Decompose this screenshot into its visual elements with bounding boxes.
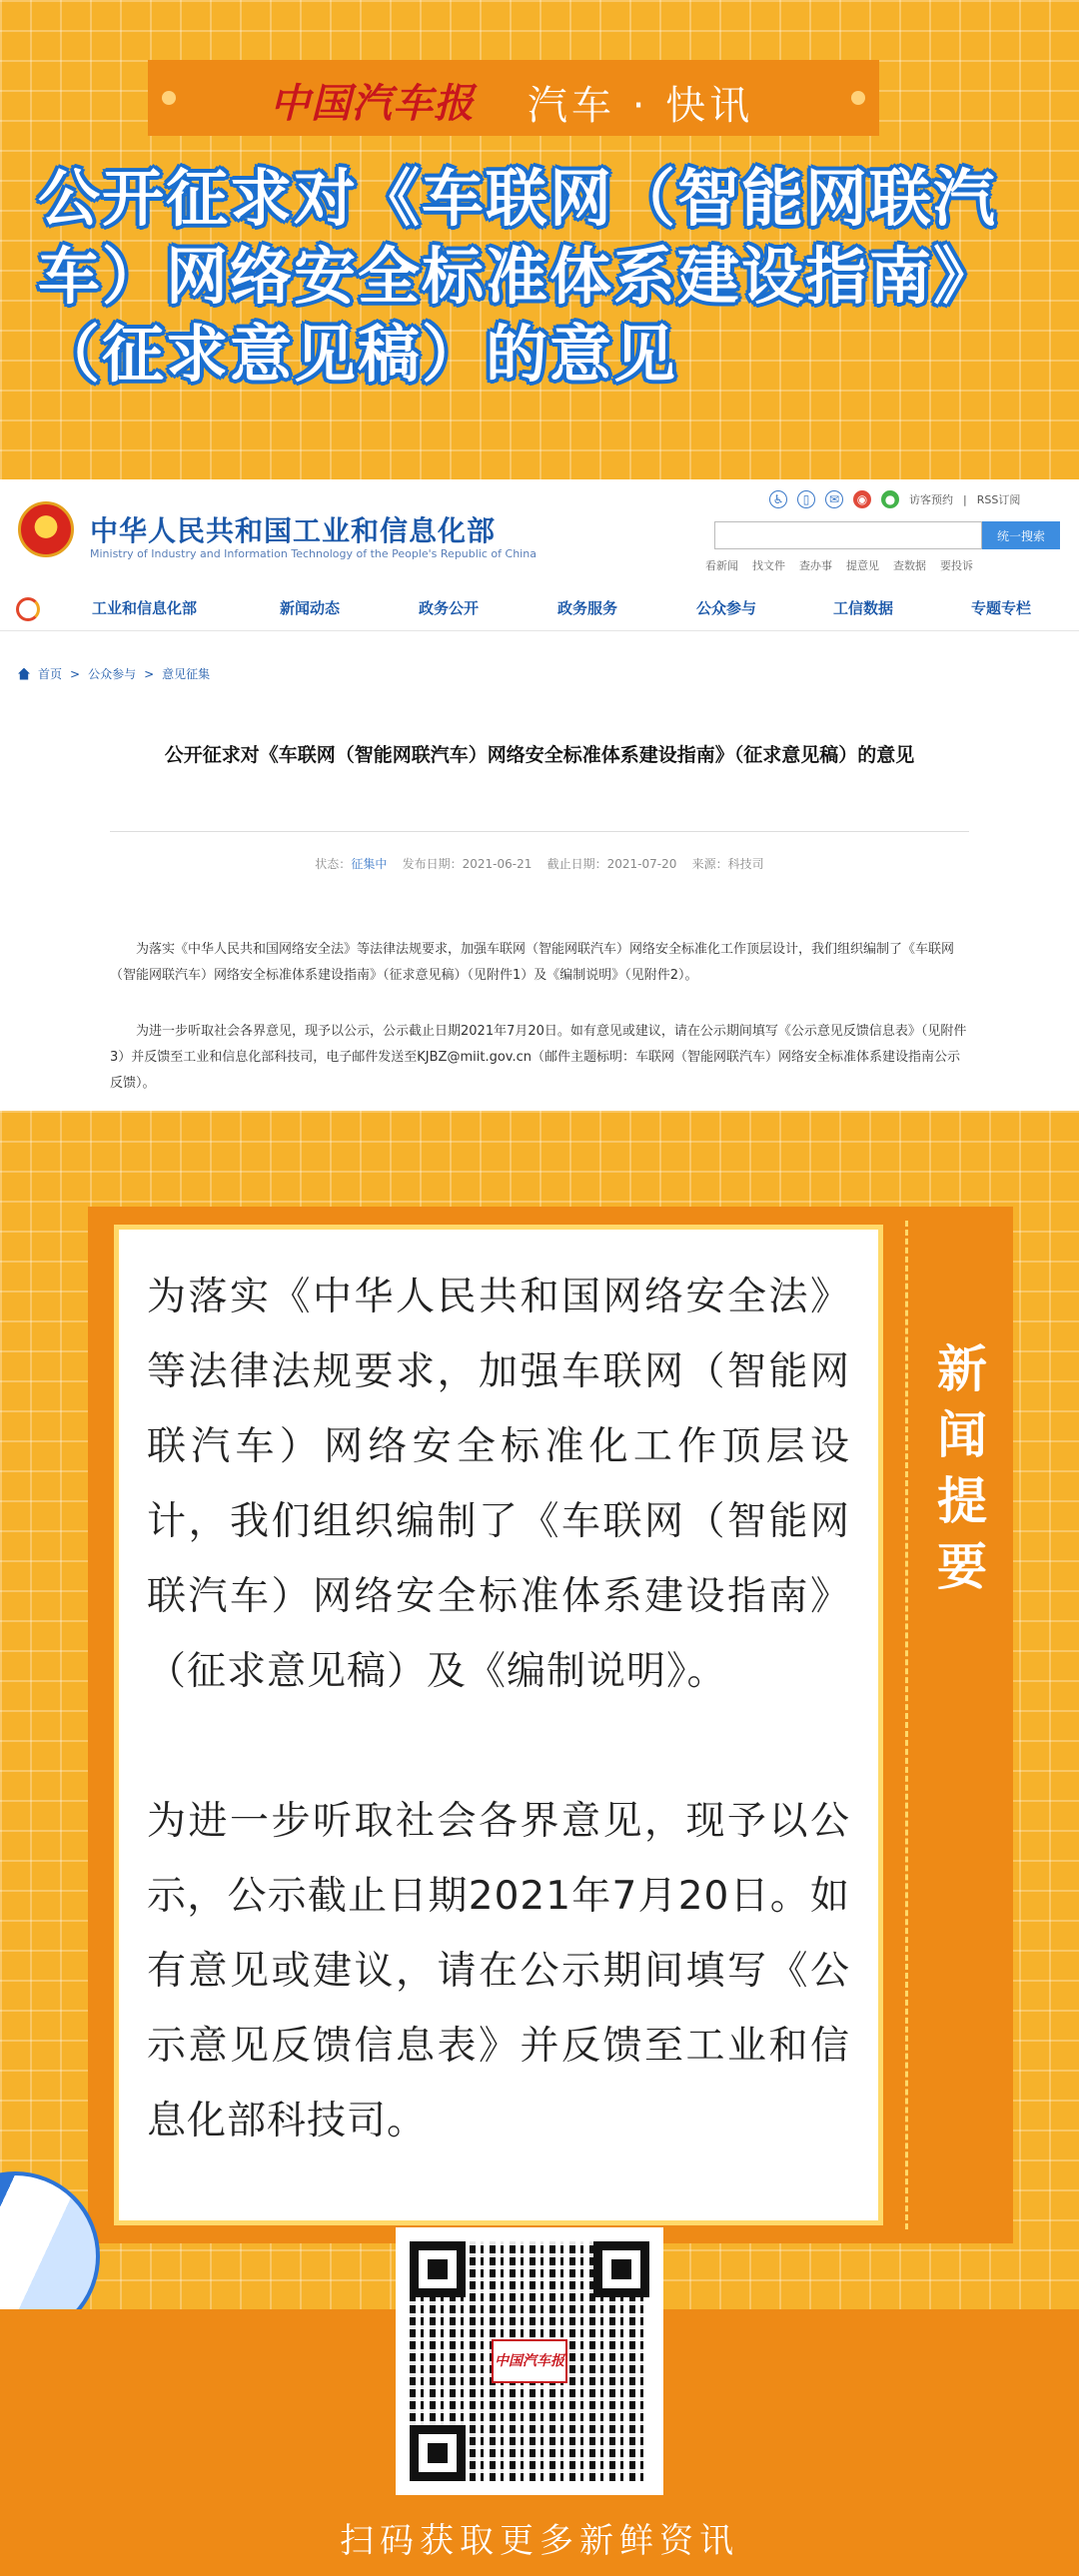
site-header (0, 479, 1079, 575)
brand-banner (148, 60, 879, 136)
quick-links (705, 557, 1065, 573)
banner-dot-right (851, 91, 865, 105)
summary-frame (88, 1207, 1013, 2243)
nav-item-gov-services[interactable]: 政务服务 (557, 599, 618, 617)
qr-finder-top-right (593, 2241, 649, 2297)
accessibility-icon[interactable]: ♿ (769, 490, 787, 508)
utility-separator: | (963, 492, 967, 506)
article-paragraph-1: 为落实《中华人民共和国网络安全法》等法律法规要求，加强车联网（智能网联汽车）网络安全标准化工作顶层设计，我们组织编制了《车联网（智能网联汽车）网络安全标准体系建设指南》（征求意见稿）（见附件1）及《编制说明》（见附件2）。 (110, 942, 955, 983)
qr-code-icon[interactable] (410, 2241, 649, 2481)
utility-bar (769, 487, 1069, 511)
breadcrumb-level1[interactable]: 公众参与 (88, 667, 137, 681)
summary-tag: 新闻提要 (937, 1340, 987, 1596)
visitor-appointment-link[interactable]: 访客预约 (909, 493, 953, 506)
mobile-icon[interactable]: ▯ (797, 490, 815, 508)
nav-item-data[interactable]: 工信数据 (833, 599, 894, 617)
article-title: 公开征求对《车联网（智能网联汽车）网络安全标准体系建设指南》（征求意见稿）的意见 (164, 744, 915, 766)
quick-link-news[interactable]: 看新闻 (705, 559, 738, 572)
search-button[interactable]: 统一搜索 (982, 521, 1060, 549)
weibo-icon[interactable]: ◉ (853, 490, 871, 508)
page-headline: 公开征求对《车联网（智能网联汽车）网络安全标准体系建设指南》（征求意见稿）的意见 (38, 162, 998, 391)
meta-deadline-label: 截止日期： (546, 857, 607, 871)
meta-publish-label: 发布日期： (402, 857, 463, 871)
site-emblem-icon (18, 501, 74, 557)
main-nav (0, 585, 1079, 631)
rss-link[interactable]: RSS订阅 (976, 493, 1021, 506)
home-icon[interactable] (18, 668, 30, 680)
quick-link-complaint[interactable]: 要投诉 (940, 559, 973, 572)
nav-item-ministry[interactable]: 工业和信息化部 (92, 599, 198, 617)
miit-webpage-screenshot (0, 479, 1079, 1111)
breadcrumb-home[interactable]: 首页 (38, 667, 63, 681)
nav-logo-icon (16, 597, 40, 621)
meta-status-value: 征集中 (351, 857, 388, 871)
breadcrumb-sep: > (70, 666, 81, 681)
footer-caption: 扫码获取更多新鲜资讯 (340, 2521, 739, 2561)
meta-publish-date: 2021-06-21 (462, 857, 533, 871)
article-paragraph-2: 为进一步听取社会各界意见，现予以公示，公示截止日期2021年7月20日。如有意见或建议，请在公示期间填写《公示意见反馈信息表》（见附件3）并反馈至工业和信息化部科技司，电子邮件发送至KJBZ@miit.gov.cn（邮件主题标明：车联网（智能网联汽车）网络安全标准体系建设指南公示反馈）。 (110, 1024, 967, 1091)
nav-item-news[interactable]: 新闻动态 (280, 599, 341, 617)
article-divider (110, 831, 969, 832)
article-meta (110, 855, 969, 872)
quick-link-files[interactable]: 找文件 (752, 559, 785, 572)
summary-card (114, 1225, 883, 2225)
qr-card (396, 2227, 663, 2495)
quick-link-data[interactable]: 查数据 (893, 559, 926, 572)
breadcrumb-level2[interactable]: 意见征集 (162, 667, 211, 681)
meta-deadline-date: 2021-07-20 (606, 857, 677, 871)
banner-dot-left (162, 91, 176, 105)
header-section (0, 0, 1079, 479)
qr-finder-bottom-left (410, 2425, 466, 2481)
qr-center-logo: 中国汽车报 (492, 2339, 567, 2383)
quick-link-feedback[interactable]: 提意见 (846, 559, 879, 572)
summary-paragraph-2: 为进一步听取社会各界意见，现予以公示，公示截止日期2021年7月20日。如有意见或建议，请在公示期间填写《公示意见反馈信息表》并反馈至工业和信息化部科技司。 (147, 1799, 850, 2144)
meta-status-label: 状态： (315, 857, 352, 871)
breadcrumb (18, 665, 210, 682)
breadcrumb-sep: > (144, 666, 155, 681)
qr-finder-top-left (410, 2241, 466, 2297)
section-label: 汽车 · 快讯 (528, 83, 754, 129)
nav-item-topics[interactable]: 专题专栏 (971, 599, 1032, 617)
mail-icon[interactable]: ✉ (825, 490, 843, 508)
nav-item-public-participation[interactable]: 公众参与 (696, 599, 757, 617)
wechat-icon[interactable]: ● (881, 490, 899, 508)
brand-logo: 中国汽车报 (270, 80, 475, 127)
site-name-en: Ministry of Industry and Information Technology of the People's Republic of China (90, 547, 537, 560)
nav-item-gov-affairs[interactable]: 政务公开 (419, 599, 480, 617)
meta-source-value: 科技司 (727, 857, 764, 871)
search-input[interactable] (714, 521, 982, 549)
summary-section (0, 1111, 1079, 2309)
summary-divider (905, 1221, 908, 2229)
meta-source-label: 来源： (691, 857, 728, 871)
site-name: 中华人民共和国工业和信息化部 (90, 514, 497, 547)
footer (0, 2309, 1079, 2576)
summary-paragraph-1: 为落实《中华人民共和国网络安全法》等法律法规要求，加强车联网（智能网联汽车）网络安全标准化工作顶层设计，我们组织编制了《车联网（智能网联汽车）网络安全标准体系建设指南》（征求意见稿）及《编制说明》。 (147, 1275, 850, 1694)
quick-link-services[interactable]: 查办事 (799, 559, 832, 572)
